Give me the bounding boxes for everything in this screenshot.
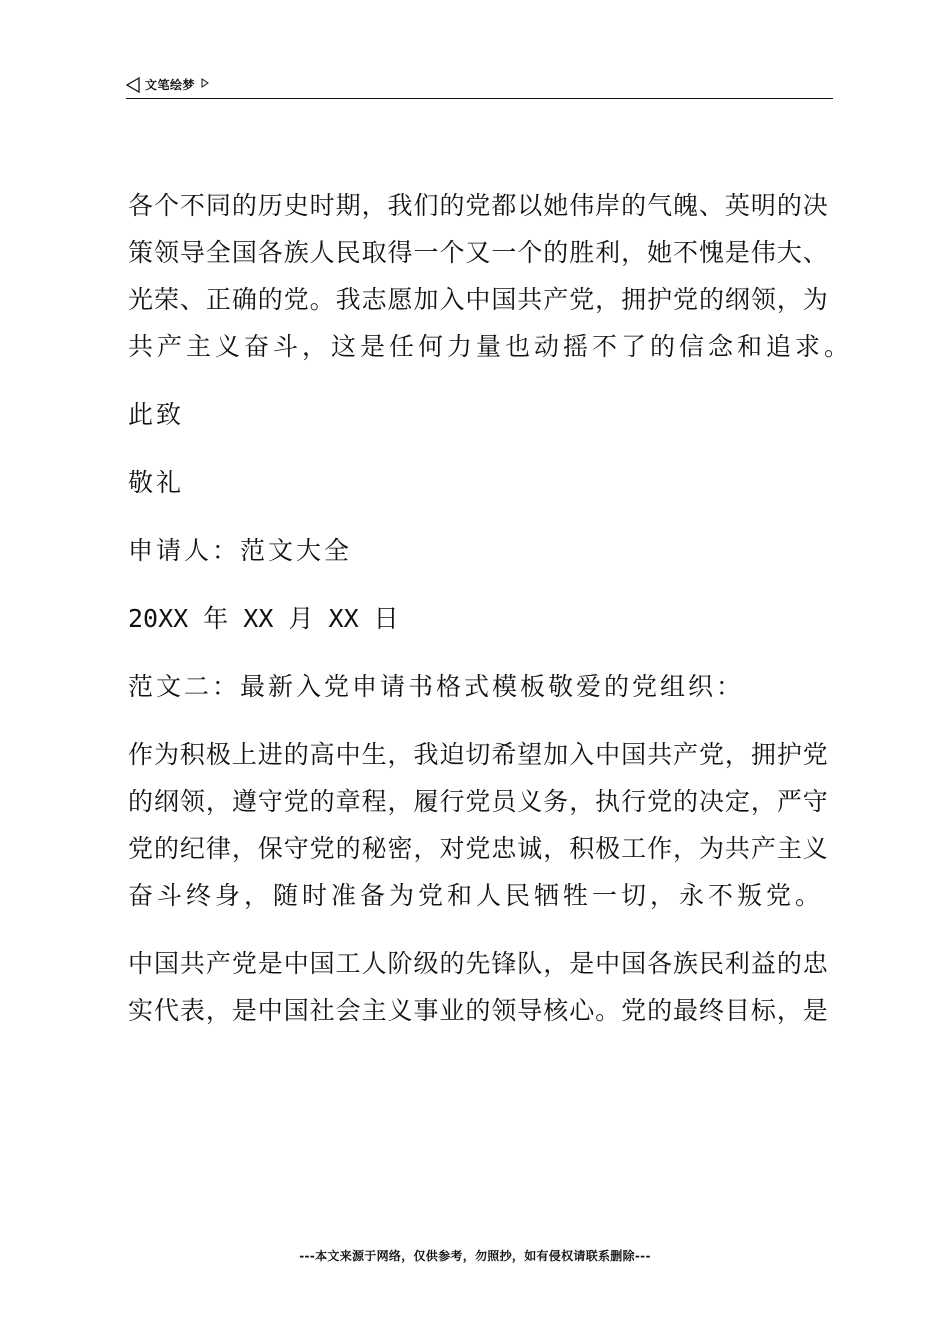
closing-phrase	[128, 391, 828, 438]
text-line: 的 纲 领 ， 遵 守 党 的 章 程 ， 履 行 党 员 义 务 ， 执 行 党 的 决 定 ， 严 守	[128, 787, 828, 816]
text-line: 策 领 导 全 国 各 族 人 民 取 得 一 个 又 一 个 的 胜 利 ， 她 不 愧 是 伟 大 、	[128, 238, 828, 267]
text-line: 共产主义奋斗，这是任何力量也动摇不了的信念和追求。	[128, 332, 854, 361]
paragraph-1	[128, 182, 854, 370]
text-line: 实 代 表 ， 是 中 国 社 会 主 义 事 业 的 领 导 核 心 。 党 的 最 终 目 标 ， 是	[128, 996, 828, 1025]
page-footer-disclaimer: ---本文来源于网络，仅供参考，勿照抄，如有侵权请联系删除---	[299, 1249, 651, 1263]
paragraph-7	[128, 731, 828, 919]
text-line: 敬礼	[128, 468, 185, 497]
text-line: 奋斗终身，随时准备为党和人民牺牲一切，永不叛党。	[128, 881, 825, 910]
triangle-right-outline-icon	[201, 78, 209, 88]
triangle-left-outline-icon	[126, 77, 140, 93]
header-brand	[126, 76, 209, 93]
page-header	[126, 74, 833, 99]
sample-two-heading	[128, 663, 828, 710]
salutation	[128, 459, 828, 506]
text-line: 范文二：最新入党申请书格式模板敬爱的党组织：	[128, 672, 745, 701]
brand-name: 文笔绘梦	[145, 78, 196, 92]
text-line: 20XX 年 XX 月 XX 日	[128, 604, 399, 633]
applicant-line	[128, 527, 828, 574]
text-line: 此致	[128, 400, 185, 429]
date-line	[128, 595, 828, 642]
text-line: 党 的 纪 律 ， 保 守 党 的 秘 密 ， 对 党 忠 诚 ， 积 极 工 作 ， 为 共 产 主 义	[128, 834, 828, 863]
text-line: 中 国 共 产 党 是 中 国 工 人 阶 级 的 先 锋 队 ， 是 中 国 各 族 民 利 益 的 忠	[128, 949, 828, 978]
text-line: 申请人：范文大全	[128, 536, 353, 565]
document-body	[128, 182, 854, 1055]
paragraph-8	[128, 940, 828, 1034]
text-line: 作 为 积 极 上 进 的 高 中 生 ， 我 迫 切 希 望 加 入 中 国 共 产 党 ， 拥 护 党	[128, 740, 828, 769]
text-line: 各 个 不 同 的 历 史 时 期 ， 我 们 的 党 都 以 她 伟 岸 的 气 魄 、 英 明 的 决	[128, 191, 828, 220]
text-line: 光 荣 、 正 确 的 党 。 我 志 愿 加 入 中 国 共 产 党 ， 拥 护 党 的 纲 领 ， 为	[128, 285, 828, 314]
